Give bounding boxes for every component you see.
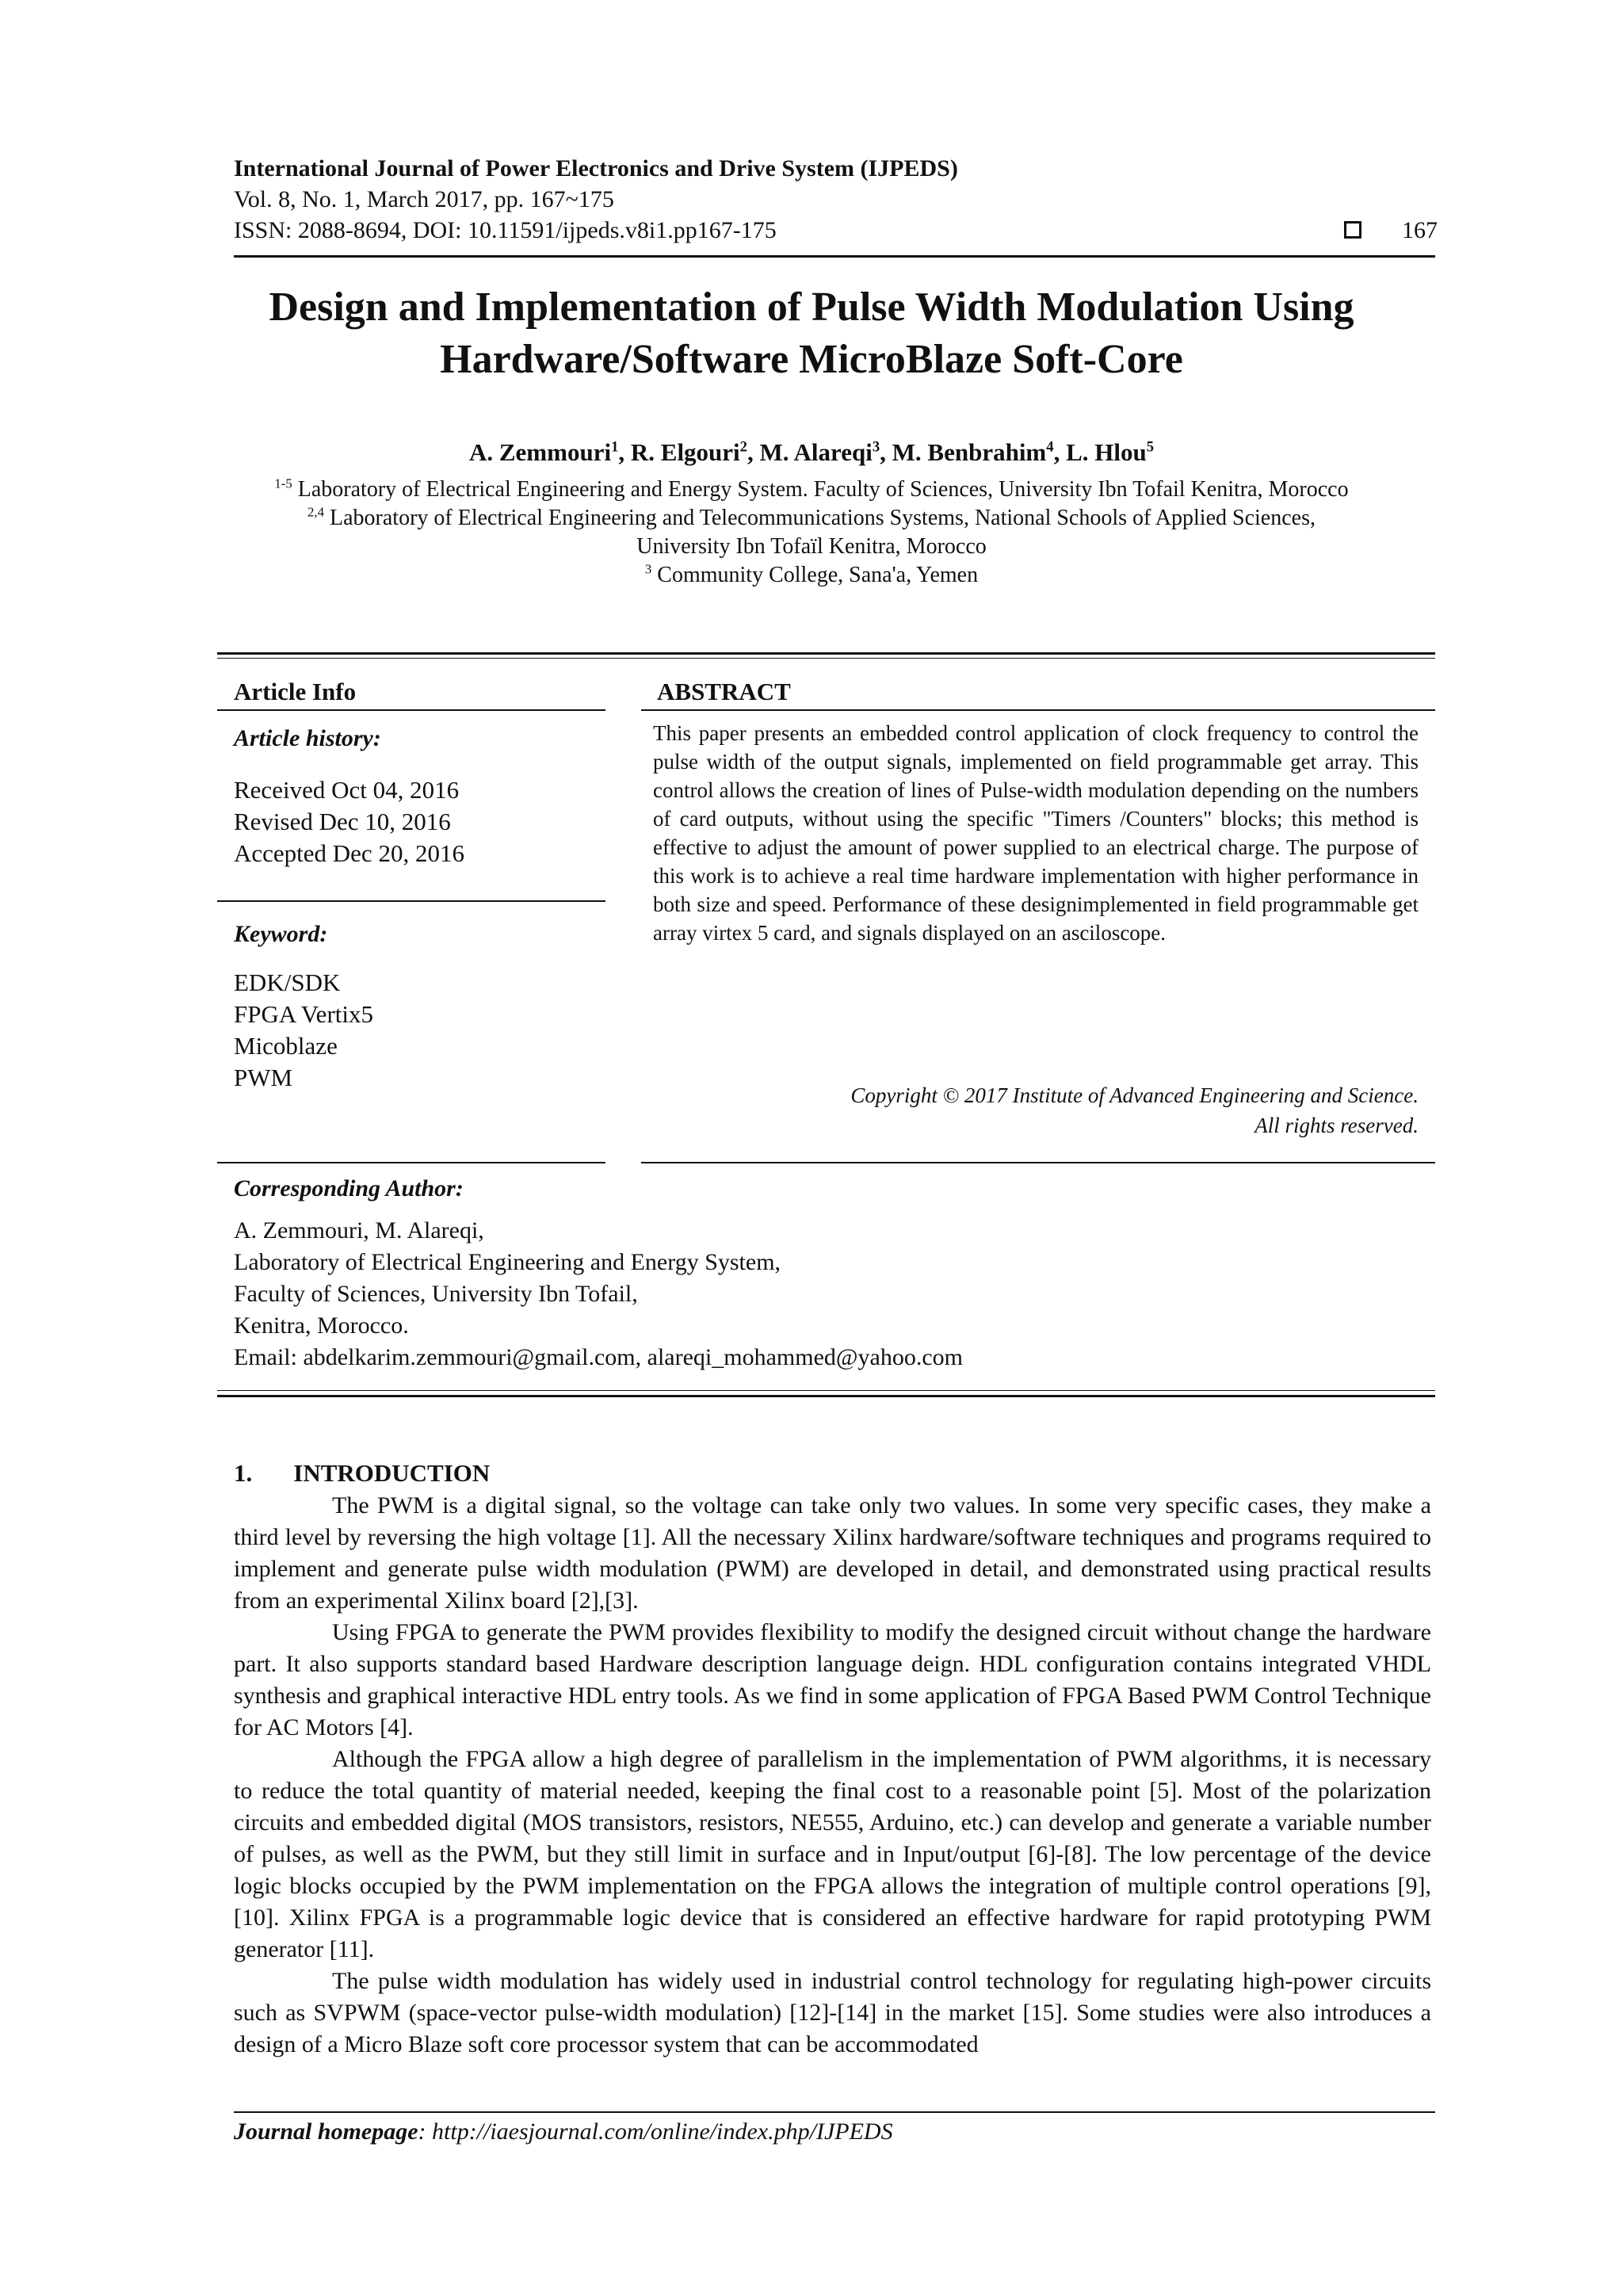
intro-paragraph: Although the FPGA allow a high degree of parallelism in the implementation of PWM algorithms, it is necessary to reduce the total quantity of material needed, keeping the final cost to a reasonable point [5]. Most of the polarization circuits and embedded digital (MOS transistors, resistors, NE555, Arduino, etc.) can develop and generate a variable number of pulses, as well as the PWM, but they still limit in surface and in Input/output [6]-[8]. The low percentage of the device logic blocks occupied by the PWM implementation on the FPGA allows the integration of multiple control operations [9],[10]. Xilinx FPGA is a programmable logic device that is considered an effective hardware for rapid prototyping PWM generator [11]. [234,1746,1431,1962]
affiliation-1: $^{1-5}$ Laboratory of Electrical Engineering and Energy System. Faculty of Sciences, University Ibn Tofail Kenitra, Morocco [274,476,1349,502]
journal-volume: Vol. 8, No. 1, March 2017, pp. 167~175 [234,186,614,212]
keyword-heading: Keyword: [234,921,328,947]
info-bottom-rule-thin [217,1390,1435,1391]
article-info-bottom-rule [217,1162,605,1163]
author-name: M. Benbrahim [892,438,1047,466]
abstract-rule [641,709,1435,711]
article-info-heading: Article Info [234,678,357,705]
history-accepted: Accepted Dec 20, 2016 [234,839,464,867]
corresponding-author-heading: Corresponding Author: [234,1175,464,1201]
keyword-item: FPGA Vertix5 [234,1000,373,1028]
history-list [234,774,464,869]
corresponding-author-details [234,1215,963,1373]
abstract-heading: ABSTRACT [657,678,791,705]
abstract-bottom-rule [641,1162,1435,1163]
page-number: 167 [1402,217,1438,243]
history-received: Received Oct 04, 2016 [234,776,460,804]
section-heading-introduction [234,1459,490,1488]
journal-homepage [234,2118,893,2145]
journal-name: International Journal of Power Electronics and Drive System (IJPEDS) [234,155,958,181]
copyright-line-1: Copyright © 2017 Institute of Advanced Engineering and Science. [850,1083,1419,1107]
author-name: A. Zemmouri [468,438,612,466]
affiliation-3: $^3$ Community College, Sana'a, Yemen [644,561,979,587]
corr-line: Faculty of Sciences, University Ibn Tofail, [234,1281,638,1307]
section-title: INTRODUCTION [293,1459,491,1487]
keyword-item: Micoblaze [234,1032,338,1060]
corr-line: Laboratory of Electrical Engineering and Energy System, [234,1249,781,1275]
article-history-heading: Article history: [234,725,381,751]
copyright-line-2: All rights reserved. [1254,1114,1419,1137]
affiliation-2-cont: University Ibn Tofaïl Kenitra, Morocco [636,534,987,559]
homepage-link[interactable]: : http://iaesjournal.com/online/index.php/IJPEDS [418,2118,893,2145]
affiliation-2: $^{2,4}$ Laboratory of Electrical Engineering and Telecommunications Systems, National Schools of Applied Sciences, [307,504,1316,530]
corr-line: A. Zemmouri, M. Alareqi, [234,1217,484,1244]
author-name: R. Elgouri [630,438,740,466]
keyword-item: PWM [234,1064,293,1091]
header-rule [234,255,1435,258]
info-top-rule [217,652,1435,655]
history-revised: Revised Dec 10, 2016 [234,808,451,835]
paper-title-line-1: Design and Implementation of Pulse Width Modulation Using [269,285,1354,330]
article-info-rule [217,709,605,711]
info-top-rule-thin [217,658,1435,659]
copyright-notice [850,1080,1419,1140]
intro-paragraph: Using FPGA to generate the PWM provides flexibility to modify the designed circuit without change the hardware part. It also supports standard based Hardware description language deign. HDL configuration contains integrated VHDL synthesis and graphical interactive HDL entry tools. As we find in some application of FPGA Based PWM Control Technique for AC Motors [4]. [234,1619,1431,1740]
corr-line: Kenitra, Morocco. [234,1312,409,1339]
author-name: L. Hlou [1066,438,1147,466]
author-name: M. Alareqi [759,438,873,466]
paper-title-line-2: Hardware/Software MicroBlaze Soft-Core [440,337,1183,382]
journal-issn: ISSN: 2088-8694, DOI: 10.11591/ijpeds.v8i1.pp167-175 [234,217,777,243]
checkbox-square-icon [1344,221,1361,239]
keyword-list [234,967,373,1094]
intro-paragraph: The PWM is a digital signal, so the voltage can take only two values. In some very specific cases, they make a third level by reversing the high voltage [1]. All the necessary Xilinx hardware/software techniques and programs required to implement and generate pulse width modulation (PWM) are developed in detail, and demonstrated using practical results from an experimental Xilinx board [2],[3]. [234,1492,1431,1614]
section-number: 1. [234,1459,253,1487]
author-list: A. Zemmouri$^1$, R. Elgouri$^2$, M. Alareqi$^3$, M. Benbrahim$^4$, L. Hlou$^5$ [468,438,1155,466]
intro-paragraph: The pulse width modulation has widely used in industrial control technology for regulating high-power circuits such as SVPWM (space-vector pulse-width modulation) [12]-[14] in the market [15]. Some studies were also introduces a design of a Micro Blaze soft core processor system that can be accommodated [234,1968,1431,2057]
keyword-rule [217,900,605,902]
keyword-item: EDK/SDK [234,968,341,996]
corr-email: Email: abdelkarim.zemmouri@gmail.com, alareqi_mohammed@yahoo.com [234,1344,963,1370]
introduction-body [234,1490,1431,2061]
footer-rule [234,2111,1435,2113]
abstract-text: This paper presents an embedded control application of clock frequency to control the pulse width of the output signals, implemented on field programmable get array. This control allows the creation of lines of Pulse-width modulation depending on the numbers of card outputs, without using the specific "Timers /Counters" blocks; this method is effective to adjust the amount of power supplied to an electrical charge. The purpose of this work is to achieve a real time hardware implementation with higher performance in both size and speed. Performance of these designimplemented in field programmable get array virtex 5 card, and signals displayed on an asciloscope. [653,721,1419,945]
homepage-label: Journal homepage [234,2118,418,2145]
info-bottom-rule [217,1395,1435,1397]
